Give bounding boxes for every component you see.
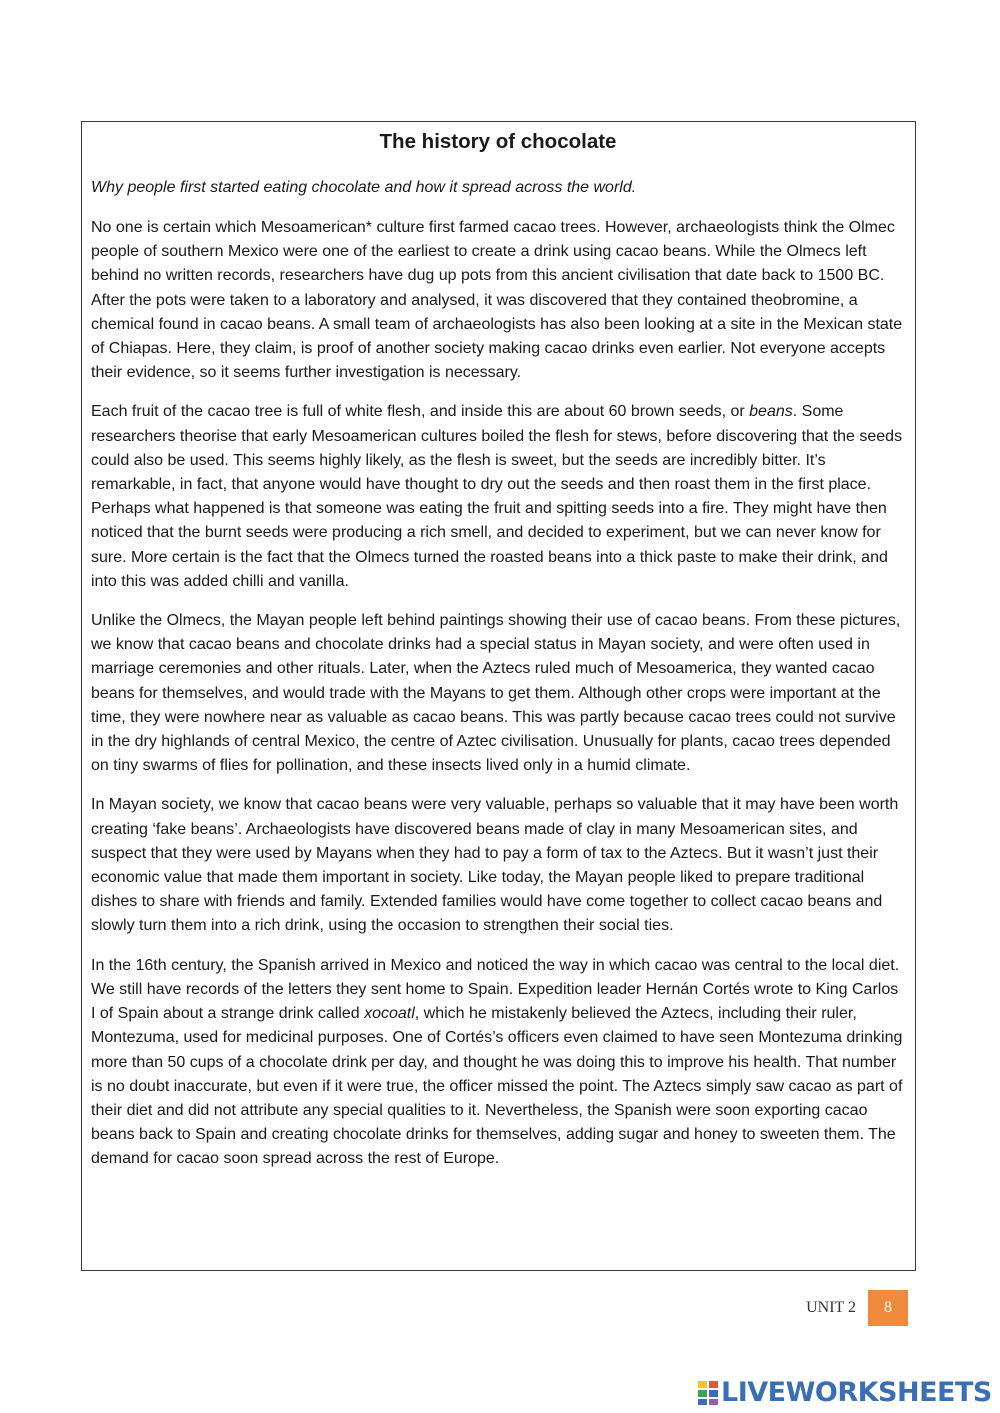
- article-title: The history of chocolate: [379, 130, 617, 153]
- paragraph-emphasis: xocoatl: [364, 1005, 415, 1023]
- paragraph-text: No one is certain which Mesoamerican* culture first farmed cacao trees. However, archaeologists think the Olmec people of southern Mexico were one of the earliest to create a drink using cacao beans. While the Olmecs left behind no written records, researchers have dug up pots from this ancient civilisation that date back to 1500 BC. After the pots were taken to a laboratory and analysed, it was discovered that they contained theobromine, a chemical found in cacao beans. A small team of archaeologists has also been looking at a site in the Mexican state of Chiapas. Here, they claim, is proof of another society making cacao drinks even earlier. Not everyone accepts their evidence, so it seems further investigation is necessary.: [91, 219, 903, 382]
- unit-label: UNIT 2: [806, 1299, 856, 1316]
- paragraph-text: . Some researchers theorise that early Mesoamerican cultures boiled the flesh for stews, before discovering that the seeds could also be used. This seems highly likely, as the flesh is sweet, but the seeds are incredibly bitter. It’s remarkable, in fact, that anyone would have thought to dry out the seeds and then roast them in the first place. Perhaps what happened is that someone was eating the fruit and spitting seeds into a fire. They might have then noticed that the burnt seeds were producing a rich smell, and decided to experiment, but we can never know for sure. More certain is the fact that the Olmecs turned the roasted beans into a thick paste to make their drink, and into this was added chilli and vanilla.: [91, 403, 903, 590]
- paragraph-text: In the 16th century, the Spanish arrived in Mexico and noticed the way in which cacao was central to the local diet. We still have records of the letters they sent home to Spain. Expedition leader Hernán Cortés wrote to King Carlos I of Spain about a strange drink called: [91, 956, 900, 1023]
- paragraph-text: Each fruit of the cacao tree is full of white flesh, and inside this are about 60 brown seeds, or: [91, 403, 750, 421]
- page-number-badge: 8: [868, 1290, 908, 1326]
- article-paragraph-5: [91, 954, 905, 1172]
- watermark-text: LIVEWORKSHEETS: [721, 1377, 992, 1408]
- article-paragraph-4: [91, 793, 905, 938]
- paragraph-text: In Mayan society, we know that cacao beans were very valuable, perhaps so valuable that it may have been worth creating ‘fake beans’. Archaeologists have discovered beans made of clay in many Mesoamerican sites, and suspect that they were used by Mayans when they had to pay a form of tax to the Aztecs. But it wasn’t just their economic value that made them important in society. Like today, the Mayan people liked to prepare traditional dishes to share with friends and family. Extended families would have come together to collect cacao beans and slowly turn them into a rich drink, using the occasion to strengthen their social ties.: [91, 796, 899, 935]
- paragraph-emphasis: beans: [749, 403, 793, 421]
- article-paragraph-3: [91, 609, 905, 778]
- article-paragraph-1: [91, 216, 905, 385]
- paragraph-text: Unlike the Olmecs, the Mayan people left behind paintings showing their use of cacao beans. From these pictures, we know that cacao beans and chocolate drinks had a special status in Mayan society, and were often used in marriage ceremonies and other rituals. Later, when the Aztecs ruled much of Mesoamerica, they wanted cacao beans for themselves, and would trade with the Mayans to get them. Although other crops were important at the time, they were nowhere near as valuable as cacao beans. This was partly because cacao trees could not survive in the dry highlands of central Mexico, the centre of Aztec civilisation. Unusually for plants, cacao trees depended on tiny swarms of flies for pollination, and these insects lived only in a humid climate.: [91, 612, 901, 775]
- article-frame: [81, 121, 916, 1271]
- article-subtitle: Why people first started eating chocolate and how it spread across the world.: [91, 179, 637, 196]
- article-paragraph-2: [91, 400, 905, 594]
- liveworksheets-logo-icon: [697, 1380, 719, 1406]
- liveworksheets-watermark: [697, 1376, 992, 1410]
- paragraph-text: , which he mistakenly believed the Aztecs, including their ruler, Montezuma, used for medicinal purposes. One of Cortés’s officers even claimed to have seen Montezuma drinking more than 50 cups of a chocolate drink per day, and thought he was doing this to improve his health. That number is no doubt inaccurate, but even if it were true, the officer missed the point. The Aztecs simply saw cacao as part of their diet and did not attribute any special qualities to it. Nevertheless, the Spanish were soon exporting cacao beans back to Spain and creating chocolate drinks for themselves, adding sugar and honey to sweeten them. The demand for cacao soon spread across the rest of Europe.: [91, 1005, 903, 1168]
